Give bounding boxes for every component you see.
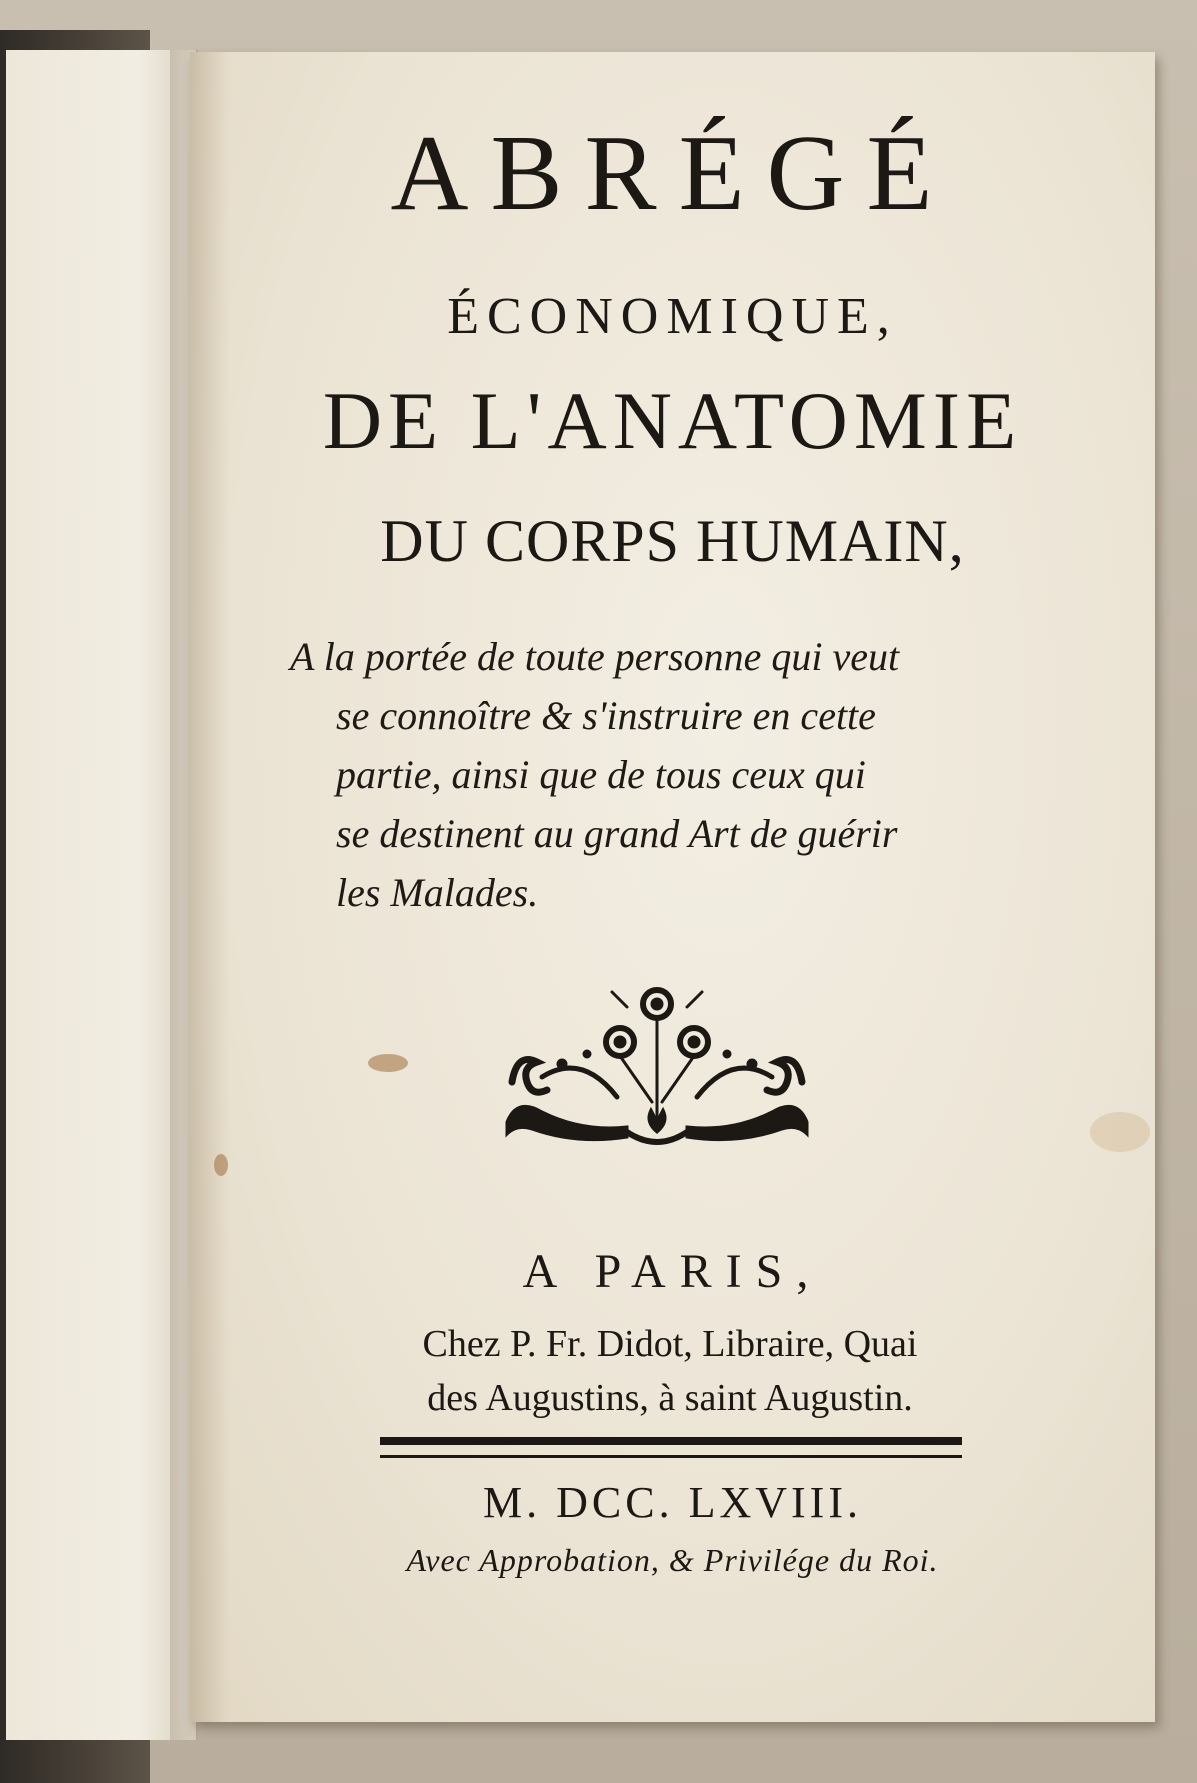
floral-ornament-icon — [502, 982, 812, 1162]
foxing-stain — [1090, 1112, 1150, 1152]
place-of-publication: A PARIS, — [522, 1245, 823, 1298]
thin-rule — [380, 1455, 962, 1458]
title-line-anatomie: DE L'ANATOMIE — [322, 375, 1023, 466]
thick-rule — [380, 1437, 962, 1445]
title-line-economique: ÉCONOMIQUE, — [447, 288, 898, 345]
royal-privilege: Avec Approbation, & Privilége du Roi. — [406, 1542, 939, 1578]
publisher-line: Chez P. Fr. Didot, Libraire, Quai — [422, 1323, 918, 1365]
foxing-stain — [368, 1054, 408, 1072]
title-page — [190, 52, 1155, 1722]
subtitle-line: les Malades. — [336, 870, 539, 915]
subtitle-line: se connoître & s'instruire en cette — [336, 693, 876, 738]
subtitle-line: se destinent au grand Art de guérir — [336, 811, 898, 856]
subtitle-line: A la portée de toute personne qui veut — [290, 634, 900, 679]
publisher-imprint — [305, 1317, 1035, 1425]
foxing-stain — [214, 1154, 228, 1176]
publisher-line: des Augustins, à saint Augustin. — [427, 1377, 913, 1419]
title-line-abrege: ABRÉGÉ — [390, 114, 955, 233]
subtitle-line: partie, ainsi que de tous ceux qui — [336, 752, 866, 797]
publication-date: M. DCC. LXVIII. — [483, 1478, 862, 1527]
subtitle-paragraph — [290, 627, 1030, 922]
title-line-corps-humain: DU CORPS HUMAIN, — [380, 508, 965, 574]
